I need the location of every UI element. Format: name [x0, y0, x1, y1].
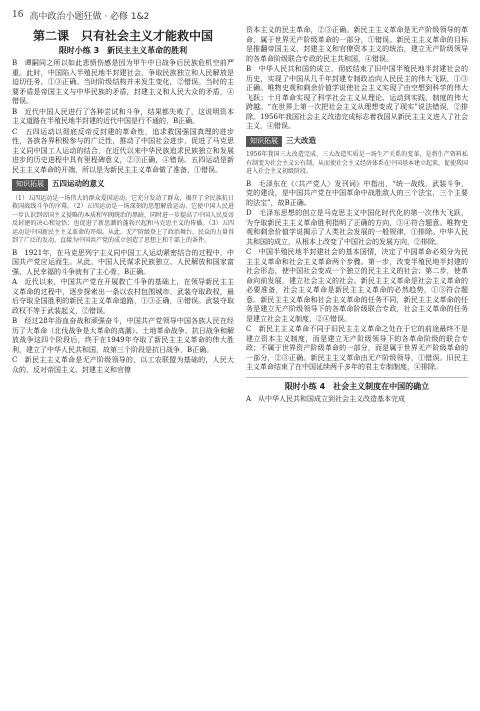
answer-4: B 1921年，在马克思列宁主义同中国工人运动紧密结合的过程中，中国共产党应运而生。从此，中国人民谋求民族独立、人民解放和国家富强、人民幸福的斗争就有了主心骨，B正确。 — [12, 248, 234, 276]
answer-5: A 近代以来，中国共产党在开展救亡斗争的基础上，在领导新民主主义革命的过程中，逐步探索出一条以农村包围城市、武装夺取政权，最后夺取全国胜利的新民主主义革命道路，①③正确，④错误。武装夺取政权不等于武装起义，②错误。 — [12, 278, 234, 315]
section-title: 限时小练 4 社会主义制度在中国的确立 — [246, 377, 468, 392]
knowledge-title: 五四运动的意义 — [52, 179, 105, 188]
knowledge-box — [12, 176, 234, 246]
answer-7-continued: 资本主义的民主革命，②③正确。新民主主义革命是无产阶级领导的革命，属于世界无产阶级革命的一部分，①错误。新民主主义革命的目标是推翻帝国主义、封建主义和官僚资本主义的统治，建立无产阶级领导的各革命阶级联合专政的民主共和国，④错误。 — [246, 26, 468, 63]
knowledge-body: （1）五四运动是一场伟大的群众爱国运动。它充分发动了群众，揭开了全民族抗日救国战线斗争的序幕。（2）五四运动是一场深刻的思想解放运动。它使中国人民进一步认识到帝国主义侵略的本质和军阀统治的黑暗，同时进一步提高了中国人民反帝反封建的决心和觉悟；也促进了新思潮的蓬勃兴起和马克思主义的传播。（3）五四运动是中国新民主主义革命的开端。从此，无产阶级登上了政治舞台，民众的力量得到了广泛的发动，直接为中国共产党的成立创造了思想上和干部上的条件。 — [12, 194, 234, 244]
section-title: 限时小练 3 新民主主义革命的胜利 — [58, 45, 188, 55]
answer-11: C 中国半殖民地半封建社会的基本国情，决定了中国革命必须分为民主主义革命和社会主义革命两个步骤。第一步，改变半殖民地半封建的社会形态，使中国社会变成一个独立的民主主义的社会；第二步，使革命向前发展，建立社会主义的社会。新民主主义革命是社会主义革命的必要准备，社会主义革命是新民主主义革命的必然趋势，①③符合题意。新民主主义革命和社会主义革命的任务不同，新民主主义革命的任务是建立无产阶级领导下的各革命阶级联合专政，社会主义革命的任务是建立社会主义制度，②④错误。 — [246, 248, 468, 323]
answer-8: B 中华人民共和国的成立，彻底结束了旧中国半殖民地半封建社会的历史，实现了中国从几千年封建专制政治向人民民主的伟大飞跃，①③正确。唯物史观和剩余价值学说使社会主义实现了由空想到科学的伟大飞跃；十月革命实现了科学社会主义从理论、运动到实践、制度的伟大跨越。“在世界上第一次把社会主义从理想变成了现实”说法错误，②排除。1956年我国社会主义改造完成标志着我国从新民主主义进入了社会主义，④错误。 — [246, 65, 468, 130]
answer-2: B 近代中国人民进行了各种尝试和斗争，结果都失败了，这说明资本主义道路在半殖民地半封建的近代中国是行不通的，B正确。 — [12, 107, 234, 125]
lesson-title: 第二课 只有社会主义才能救中国 — [32, 29, 213, 43]
answer-9: B 毛泽东在《〈共产党人〉发刊词》中指出，“统一战线，武装斗争，党的建设，是中国共产党在中国革命中战胜敌人的三个法宝，三个主要的法宝”，故B正确。 — [246, 179, 468, 207]
knowledge-title: 三大改造 — [286, 135, 316, 145]
knowledge-box — [246, 133, 468, 177]
page-header — [12, 6, 468, 24]
answer-1: B 谭嗣同之所以如此悲愤伤感是因为甲午中日战争后民族危机空前严重。此时，中国陷入半殖民地半封建社会，争取民族独立和人民解放是迫切任务，①③正确。当时阶级结构并未发生变化，②错误。当时的主要矛盾是帝国主义与中华民族的矛盾，封建主义和人民大众的矛盾，④错误。 — [12, 59, 234, 105]
right-column — [246, 26, 468, 711]
answer-10: D 毛泽东思想的创立是马克思主义中国化时代化的第一次伟大飞跃，为夺取新民主主义革命胜利指明了正确的方向，③④符合题意。唯物史观和剩余价值学说揭示了人类社会发展的一般规律，①排除。中华人民共和国的成立，从根本上改变了中国社会的发展方向，②排除。 — [246, 209, 468, 246]
answer-7: C 新民主主义革命是无产阶级领导的，以工农联盟为基础的，人民大众的，反对帝国主义、封建主义和官僚 — [12, 356, 234, 374]
answer-3: C 五四运动以彻底反帝反封建的革命性，追求救国强国真理的进步性，各族各界积极参与的广泛性，推动了中国社会进步，促进了马克思主义同中国工人运动的结合，在近代以来中华民族追求民族独立和发展进步的历史进程中具有里程碑意义，②③正确，④错误。五四运动是新民主主义革命的开端，所以是为新民主主义革命做了准备，①错误。 — [12, 127, 234, 174]
knowledge-body: 1956年我国三大改造完成，三大改造实质是一场生产关系的变革，是将生产资料私有制变为社会主义公有制，从而使社会主义经济体系在中国基本建立起来，促使我国进入社会主义初级阶段。 — [246, 151, 468, 175]
answer-6: B 经过28年浴血奋战和顽强奋斗，中国共产党领导中国各族人民在经历了大革命（北伐战争是大革命的高潮）、土地革命战争、抗日战争和解放战争这四个阶段后，终于在1949年夺取了新民主主义革命的伟大胜利，建立了中华人民共和国，故第三个阶段是抗日战争，B正确。 — [12, 317, 234, 354]
left-column — [12, 26, 234, 711]
book-title: 高中政治小题狂做 · 必修 1&2 — [29, 11, 150, 22]
content-columns — [12, 26, 468, 711]
knowledge-tag: 知识拓展 — [246, 136, 282, 148]
answer-s4-1: A 从中华人民共和国成立到社会主义改造基本完成 — [246, 395, 406, 403]
page-number: 16 — [12, 10, 24, 20]
knowledge-tag: 知识拓展 — [12, 179, 48, 191]
answer-12: C 新民主主义革命不同于旧民主主义革命之处在于它的前途最终不是建立资本主义制度，而是建立无产阶级领导下的各革命阶级的联合专政；不属于世界资产阶级革命的一部分，而是属于世界无产阶级革命的一部分，②③正确。新民主主义革命由无产阶级领导，①错误。旧民主主义革命结束了在中国延续两千多年的君主专制制度，④排除。 — [246, 325, 468, 371]
